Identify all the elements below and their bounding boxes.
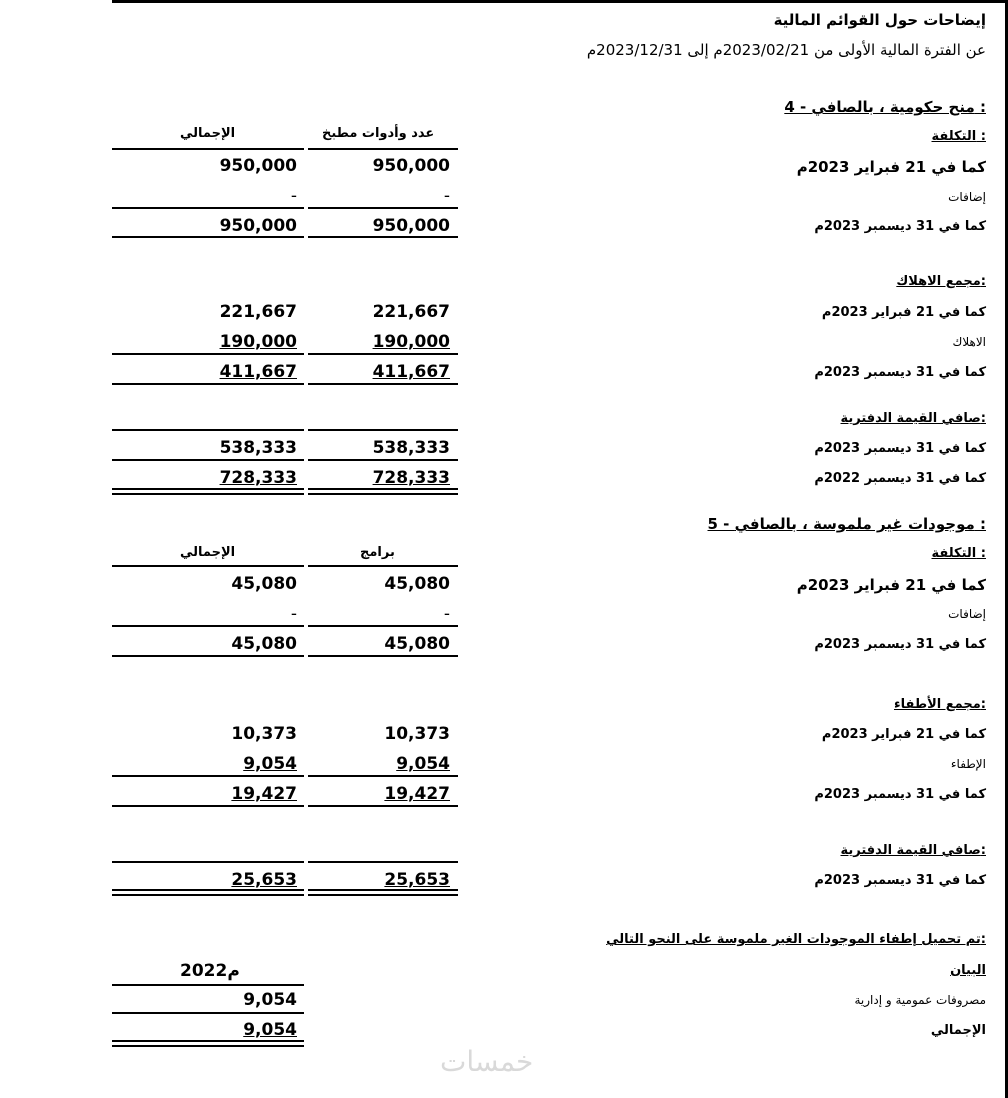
- note4-dep-label: مجمع الاهلاك:: [896, 274, 986, 289]
- note5-amort-charge-v2: 9,054: [243, 754, 297, 774]
- note5-amort-line-col2: [112, 775, 304, 777]
- allocation-total-value: 9,054: [243, 1020, 297, 1040]
- allocation-year-col-header: 2022م: [180, 961, 240, 981]
- note5-add-v2: -: [290, 604, 297, 624]
- allocation-heading: تم تحميل إطفاء الموجودات الغير ملموسة على النحو التالي:: [606, 932, 986, 947]
- note4-double-line-col2: [112, 488, 304, 495]
- note4-nbv-2023-label: كما في 31 ديسمبر 2023م: [814, 441, 986, 456]
- note4-nbv-2022-v1: 728,333: [372, 468, 450, 488]
- note5-nbv-top-line-col1: [308, 861, 458, 863]
- note5-add-v1: -: [443, 604, 450, 624]
- note5-amort-line-col1: [308, 775, 458, 777]
- note4-double-line-col1: [308, 488, 458, 495]
- note5-amort-close-v1: 19,427: [384, 784, 450, 804]
- note4-dep-open-v1: 221,667: [372, 302, 450, 322]
- note5-amort-close-label: كما في 31 ديسمبر 2023م: [814, 787, 986, 802]
- note4-nbv-2023-v1: 538,333: [372, 438, 450, 458]
- allocation-item-col-header: البيان: [950, 963, 986, 978]
- note4-add-v1: -: [443, 186, 450, 206]
- note5-open-v1: 45,080: [384, 574, 450, 594]
- note5-add-label: إضافات: [948, 607, 986, 621]
- note4-dep-charge-label: الاهلاك: [952, 335, 986, 349]
- note4-close-v2: 950,000: [219, 216, 297, 236]
- note4-dep-charge-v1: 190,000: [372, 332, 450, 352]
- note4-nbv-mid-line-col2: [112, 459, 304, 461]
- note4-header-line-col2: [112, 148, 304, 150]
- note4-dep-open-label: كما في 21 فبراير 2023م: [821, 305, 986, 320]
- note5-amort-open-label: كما في 21 فبراير 2023م: [821, 727, 986, 742]
- note5-heading: 5 - موجودات غير ملموسة ، بالصافي :: [707, 515, 986, 533]
- note4-dep-close-label: كما في 31 ديسمبر 2023م: [814, 365, 986, 380]
- note5-close-line-col2: [112, 655, 304, 657]
- note5-nbv-top-line-col2: [112, 861, 304, 863]
- note5-amort-open-v2: 10,373: [231, 724, 297, 744]
- page-top-border: [112, 0, 1008, 3]
- note4-heading: 4 - منح حكومية ، بالصافي :: [784, 98, 986, 116]
- note4-nbv-mid-line-col1: [308, 459, 458, 461]
- note5-close-v2: 45,080: [231, 634, 297, 654]
- note4-close-v1: 950,000: [372, 216, 450, 236]
- note4-col2-header: الإجمالي: [180, 126, 236, 141]
- note5-amort-close-line-col1: [308, 805, 458, 807]
- note4-add-v2: -: [290, 186, 297, 206]
- note5-double-line-col2: [112, 889, 304, 896]
- note5-amort-open-v1: 10,373: [384, 724, 450, 744]
- note5-open-v2: 45,080: [231, 574, 297, 594]
- note4-nbv-top-line-col2: [112, 429, 304, 431]
- allocation-expense-line: [112, 1012, 304, 1014]
- note4-dep-line-col2: [112, 353, 304, 355]
- note5-nbv-2023-label: كما في 31 ديسمبر 2023م: [814, 873, 986, 888]
- note4-dep-close-v2: 411,667: [219, 362, 297, 382]
- note4-col1-header: عدد وأدوات مطبخ: [322, 126, 435, 141]
- note4-dep-line-col1: [308, 353, 458, 355]
- note4-nbv-2022-label: كما في 31 ديسمبر 2022م: [814, 471, 986, 486]
- note5-amort-close-line-col2: [112, 805, 304, 807]
- note4-nbv-2022-v2: 728,333: [219, 468, 297, 488]
- note5-amort-close-v2: 19,427: [231, 784, 297, 804]
- note4-add-label: إضافات: [948, 190, 986, 204]
- note5-close-label: كما في 31 ديسمبر 2023م: [814, 637, 986, 652]
- note5-header-line-col2: [112, 565, 304, 567]
- note4-close-label: كما في 31 ديسمبر 2023م: [814, 219, 986, 234]
- note4-nbv-label: صافي القيمة الدفترية:: [840, 411, 986, 426]
- note4-cost-label: التكلفة :: [931, 129, 986, 144]
- allocation-total-label: الإجمالي: [930, 1023, 986, 1038]
- note5-col2-header: الإجمالي: [180, 545, 236, 560]
- note5-amort-charge-label: الإطفاء: [950, 757, 986, 771]
- document-title: إيضاحات حول القوائم المالية: [773, 11, 986, 29]
- allocation-expense-value: 9,054: [243, 990, 297, 1010]
- watermark-logo: خمسات: [440, 1045, 534, 1078]
- note5-col1-header: برامج: [360, 545, 395, 560]
- note4-header-line-col1: [308, 148, 458, 150]
- note5-close-line-col1: [308, 655, 458, 657]
- note4-nbv-top-line-col1: [308, 429, 458, 431]
- note5-subtotal-line-col2: [112, 625, 304, 627]
- note5-close-v1: 45,080: [384, 634, 450, 654]
- note5-amort-label: مجمع الأطفاء:: [893, 697, 986, 712]
- note4-dep-open-v2: 221,667: [219, 302, 297, 322]
- note5-open-label: كما في 21 فبراير 2023م: [796, 576, 986, 594]
- note4-open-v1: 950,000: [372, 156, 450, 176]
- note4-close-line-col1: [308, 236, 458, 238]
- note5-amort-charge-v1: 9,054: [396, 754, 450, 774]
- note5-nbv-2023-v1: 25,653: [384, 870, 450, 890]
- period-subtitle: عن الفترة المالية الأولى من 2023/02/21م إلى 2023/12/31م: [586, 41, 986, 59]
- note5-cost-label: التكلفة :: [931, 546, 986, 561]
- note4-subtotal-line-col1: [308, 207, 458, 209]
- note5-double-line-col1: [308, 889, 458, 896]
- note5-subtotal-line-col1: [308, 625, 458, 627]
- note4-nbv-2023-v2: 538,333: [219, 438, 297, 458]
- note4-open-label: كما في 21 فبراير 2023م: [796, 158, 986, 176]
- note5-nbv-2023-v2: 25,653: [231, 870, 297, 890]
- note4-dep-charge-v2: 190,000: [219, 332, 297, 352]
- note5-nbv-label: صافي القيمة الدفترية:: [840, 843, 986, 858]
- note4-dep-close-line-col2: [112, 383, 304, 385]
- note4-open-v2: 950,000: [219, 156, 297, 176]
- note4-close-line-col2: [112, 236, 304, 238]
- note4-subtotal-line-col2: [112, 207, 304, 209]
- allocation-double-line: [112, 1040, 304, 1047]
- allocation-header-line: [112, 984, 304, 986]
- note5-header-line-col1: [308, 565, 458, 567]
- note4-dep-close-v1: 411,667: [372, 362, 450, 382]
- note4-dep-close-line-col1: [308, 383, 458, 385]
- allocation-expense-label: مصروفات عمومية و إدارية: [854, 993, 986, 1007]
